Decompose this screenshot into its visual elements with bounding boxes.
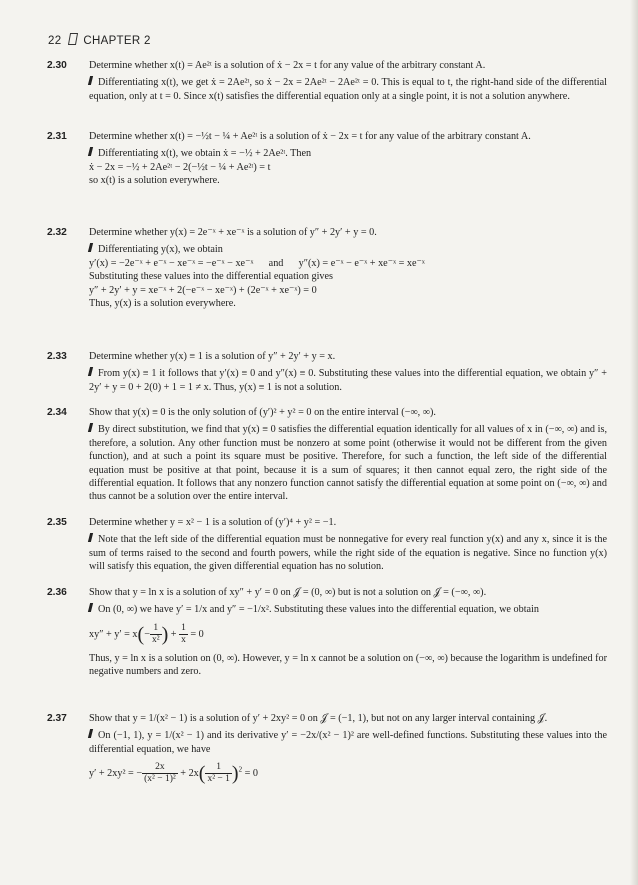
problem-2-32 (47, 226, 607, 310)
equation-middle: + 2x (180, 768, 199, 780)
fraction-2-numerator: 1 (205, 762, 231, 774)
solution-marker-icon (88, 533, 93, 542)
solution-marker-icon (88, 423, 93, 432)
problem-solution (89, 243, 607, 256)
problem-2-37 (47, 712, 607, 791)
problem-statement: Determine whether y(x) = 2e⁻ˣ + xe⁻ˣ is a solution of y″ + 2y′ + y = 0. (89, 227, 377, 238)
solution-text: From y(x) ≡ 1 it follows that y′(x) ≡ 0 and y″(x) ≡ 0. Substituting these values into the differential equation, we obtain y″ + 2y′ + y = 0 + 2(0) + 1 = 1 ≠ x. Thus, y(x) ≡ 1 is not a solution. (89, 368, 607, 393)
problem-statement: Determine whether x(t) = −½t − ¼ + Ae²ᵗ is a solution of ẋ − 2x = t for any value of the arbitrary constant A. (89, 131, 531, 142)
problem-number: 2.31 (47, 131, 67, 142)
problem-2-35 (47, 516, 607, 574)
problem-2-36 (47, 586, 607, 679)
problem-solution (89, 367, 607, 394)
problem-2-33 (47, 350, 607, 394)
solution-marker-icon (88, 729, 93, 738)
problem-number: 2.32 (47, 227, 67, 238)
fraction-2-denominator: x (181, 634, 186, 645)
problem-number: 2.36 (47, 587, 67, 598)
problem-solution (89, 423, 607, 503)
equation-lhs: y′ + 2xy² = − (89, 768, 143, 780)
solution-marker-icon (88, 76, 93, 85)
equation-lhs: xy″ + y′ = x (89, 628, 138, 640)
display-equation: xy″ + y′ = x(− $\frac{1}{\text{x²}}$ ) + $\frac{1}{x}$ = 0 (89, 622, 204, 646)
problem-number: 2.33 (47, 351, 67, 362)
fraction-1-numerator: 1 (150, 623, 162, 635)
problem-statement: Show that y(x) ≡ 0 is the only solution of (y′)² + y² = 0 on the entire interval (−∞, ∞). (89, 407, 436, 418)
problem-number: 2.34 (47, 407, 67, 418)
solution-marker-icon (88, 243, 93, 252)
right-paren: ) (161, 623, 169, 646)
solution-marker-icon (88, 147, 93, 156)
left-paren: ( (137, 623, 145, 646)
fraction-1-numerator: 2x (142, 762, 178, 774)
equation-rhs: = 0 (190, 628, 204, 640)
fraction-2-denominator: x² − 1 (207, 774, 230, 785)
fraction-1-denominator: (x² − 1)² (144, 774, 176, 785)
problem-statement: Show that y = ln x is a solution of xy″ + y′ = 0 on 𝒥 = (0, ∞) but is not a solution on 𝒥 = (−∞, ∞). (89, 587, 487, 598)
header-separator-icon (68, 33, 78, 45)
problem-solution (89, 729, 607, 756)
display-equation: y′(x) = −2e⁻ˣ + e⁻ˣ − xe⁻ˣ = −e⁻ˣ − xe⁻ˣ and y″(x) = e⁻ˣ − e⁻ˣ + xe⁻ˣ = xe⁻ˣ (89, 257, 425, 269)
right-paren: ) (231, 762, 239, 785)
page-edge-shadow (630, 0, 638, 885)
chapter-title: CHAPTER 2 (83, 35, 151, 47)
solution-conclusion: so x(t) is a solution everywhere. (89, 175, 220, 187)
solution-text: Differentiating y(x), we obtain (98, 244, 223, 256)
problem-solution (89, 147, 607, 160)
equation-rhs: = 0 (244, 768, 259, 780)
problem-statement: Determine whether y = x² − 1 is a solution of (y′)⁴ + y² = −1. (89, 517, 337, 528)
solution-text: By direct substitution, we find that y(x) ≡ 0 satisfies the differential equation identically for all values of x in (−∞, ∞) and is, therefore, a solution. Any other function must be nonzero at some point (otherwise it would not be different from the given function), and at such a point its square must be positive. Therefore, for such a function, the left side of the differential equation must be positive at that point, because it is a sum of squares; it then cannot equal zero, the right side of the differential equation. It follows that any nonzero function cannot satisfy the differential equation at some point on (−∞, ∞) and thus cannot be a solution over the entire interval. (89, 424, 607, 503)
problem-statement: Determine whether x(t) = Ae²ᵗ is a solution of ẋ − 2x = t for any value of the arbitrary constant A. (89, 60, 486, 71)
problem-solution (89, 603, 607, 616)
solution-text: Differentiating x(t), we get ẋ = 2Ae²ᵗ, so ẋ − 2x = 2Ae²ᵗ − 2Ae²ᵗ = 0. This is equal to t, the right-hand side of the differential equation, only at t = 0. Since x(t) satisfies the differential equation only at a single point, it is not a solution anywhere. (89, 77, 607, 102)
problem-number: 2.37 (47, 713, 67, 724)
problem-2-34 (47, 406, 607, 504)
solution-conclusion: Thus, y(x) is a solution everywhere. (89, 298, 236, 310)
problem-2-31 (47, 130, 607, 188)
display-equation: y′ + 2xy² = − $\frac{2x}{\text{(x² − 1)²}}$ + 2x( $\frac{1}{\text{x² − 1}}$ )$^2$ = 0 (89, 762, 259, 785)
problem-statement: Determine whether y(x) ≡ 1 is a solution of y″ + 2y′ + y = x. (89, 351, 336, 362)
solution-text: On (0, ∞) we have y′ = 1/x and y″ = −1/x². Substituting these values into the differential equation, we obtain (98, 604, 539, 616)
page-number: 22 (48, 35, 62, 47)
fraction-1 (142, 762, 178, 785)
problem-solution (89, 533, 607, 573)
solution-text: On (−1, 1), y = 1/(x² − 1) and its derivative y′ = −2x/(x² − 1)² are well-defined functions. Substituting these values into the differential equation, we have (89, 730, 607, 755)
problem-statement: Show that y = 1/(x² − 1) is a solution of y′ + 2xy² = 0 on 𝒥 = (−1, 1), but not on any larger interval containing 𝒥. (89, 713, 548, 724)
problem-solution (89, 76, 607, 103)
left-paren: ( (198, 762, 206, 785)
fraction-2-numerator: 1 (181, 622, 186, 633)
solution-conclusion: Thus, y = ln x is a solution on (0, ∞). However, y = ln x cannot be a solution on (−∞, ∞) because the logarithm is undefined for negative numbers and zero. (89, 652, 607, 678)
fraction-2 (205, 762, 231, 785)
solution-marker-icon (88, 367, 93, 376)
solution-text: Note that the left side of the differential equation must be nonnegative for every real function y(x) and any x, since it is the sum of terms raised to the second and fourth powers, while the right side of the equation is negative. Since no function y(x) will satisfy this equation, the given differential equation has no solution. (89, 534, 607, 573)
fraction-1-denominator: x² (151, 634, 160, 645)
display-equation: ẋ − 2x = −½ + 2Ae²ᵗ − 2(−½t − ¼ + Ae²ᵗ) = t (89, 161, 271, 173)
page-header (48, 33, 151, 48)
fraction-2 (179, 623, 188, 646)
problem-number: 2.30 (47, 60, 67, 71)
solution-middle-text: Substituting these values into the differential equation gives (89, 271, 333, 283)
problem-number: 2.35 (47, 517, 67, 528)
problem-2-30 (47, 59, 607, 103)
solution-marker-icon (88, 603, 93, 612)
fraction-1 (150, 623, 162, 646)
display-equation-2: y″ + 2y′ + y = xe⁻ˣ + 2(−e⁻ˣ − xe⁻ˣ) + (2e⁻ˣ + xe⁻ˣ) = 0 (89, 284, 317, 296)
solution-text: Differentiating x(t), we obtain ẋ = −½ + 2Ae²ᵗ. Then (98, 148, 312, 160)
